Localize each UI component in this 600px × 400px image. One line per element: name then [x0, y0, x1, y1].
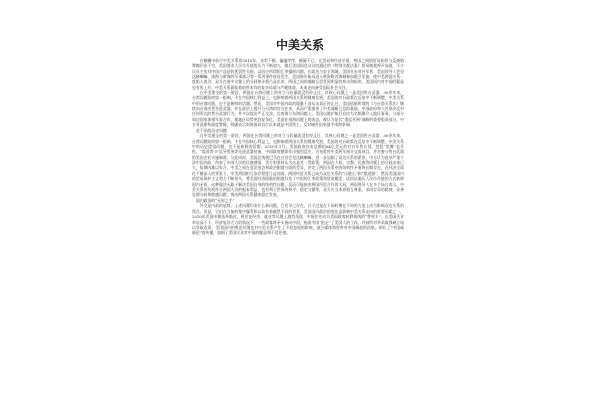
section-heading: 国内政治的“无形之手” [196, 198, 235, 204]
body-paragraph: 在糊糊中前行中美关系的2010年，非常不顺，磕磕绊绊，颠簸不已。在贸易和经济层面，两国之间的贸易纠纷与反倾销摩擦层出不穷，美国要求人民币升值的压力不断加大。随后美国国会众议院通过的《特别关税法案》贸易制裁呼声高涨，不少议员主张对中国产品征收惩罚性关税，以回应所谓的汇率操纵问题。在政治与安全领域，美国宣布对台军售、美国领导人会见达赖喇嘛、南海与黄海的军事演习等一系列事件接连发生，美国海军航母进入黄海附近海域参加联合军演，使中美两国关系一度陷入低谷，双方在诸多议题上的分歧和矛盾凸显出来，两国之间的战略互信受到明显的冲击和损害，美国国内对中国的疑虑也有所上升，中美关系面临着前所未有的复杂局面与严峻挑战，未来走向备受国际社会关注。 [192, 58, 404, 90]
document-body [192, 58, 404, 236]
body-paragraph: 外交是内政的延续，上述问题均非什么新问题，它们早已存在，只不过是在不同时期在不同的力度上成为影响双边关系的焦点。但是，它们在当前的集中爆发和以前有着截然不同的背景，美国国内政治的变化是影响中美关系走向的重要因素之一，2010年美国中期选举临近，两党在经济、就业等议题上激烈角逐，中国往往成为美国政客转移视线的“替罪羊”，在美国失业率居高不下、经济复苏乏力的情况下，一些政客将矛头指向中国，指责中国“抢走”了美国人的工作，并鼓吹对华采取强硬立场以争取选票，美国国内的舆论环境也对中美关系产生了不容忽视的影响，部分媒体和智库对中国崛起的渲染，助长了“中国威胁论”的传播，加剧了美国民众对中国的疑虑和不信任感。 [192, 203, 404, 236]
section-heading: 走不出的历史问题 [196, 128, 227, 134]
document-title: 中美关系 [275, 38, 324, 52]
body-paragraph: 在中美建交的第一阶段，两国在台湾问题上的对立与较量就没有停止过，其核心问题之一是美国售台武器，30余年来，台湾问题始终如一根刺，卡在中国核心利益上，也影响着两国关系的健康发展，美国的对台政策在反复中不断调整，中美关系中的台湾问题，也不是新鲜的话题，然而，美国对中国内政的粗暴干涉从未真正停止过，美国依据所谓的《与台湾关系法》继续向台湾出售先进武器，并在政治上提升与台湾的官方往来，从而严重损害了中美战略互信的基础，中国政府和人民坚决反对任何形式的售台武器行为，并多次提出严正交涉，在南海与东海问题上，美国以维护航行自由为名频繁介入地区事务，与部分周边国家加强军事合作，使地区局势更趋复杂化，美国在南海问题上的表态，被认为是其“重返亚洲”战略的重要组成部分，中方对此保持高度警惕，明确表示南海诸岛自古以来就是中国领土，反对域外国家插手南海争端。 [192, 90, 404, 128]
body-paragraph: 自中美建交的第一阶段，两国在台湾问题上的对立与较量就没有停止过，其核心问题之一是美国售台武器，30余年来，台湾问题始终如一根刺，卡在中国核心利益上，也影响着两国关系的健康发展，美国的对台政策在反复中不断调整，中美关系中的历史遗留问题，也不是新鲜的话题，2010年1月，美国政府宣布总额约64亿美元的对台军售计划，包括“黑鹰”直升机、“爱国者-3”反导系统等先进武器装备，中国政府随即作出强烈反应，宣布暂停中美两军部分交流项目，并对参与售台武器的美国企业实施制裁，与此同时，美国总统奥巴马在白宫会见达赖喇嘛，进一步加剧了双边关系的紧张，中方认为此举严重干涉中国内政，伤害了中国人民的民族感情，美方则坚持认为这是其一贯政策，两国在人权、宗教、民族等问题上的分歧由来已久，短期内难以弥合，中美之间在意识形态和政治制度方面的差异，决定了两国关系中的结构性矛盾将长期存在，在经济全球化不断深入的背景下，中美两国相互依存程度日益加深，两国经贸关系已成为双边关系的“压舱石”和“推进器”，然而美国国内的贸易保护主义势力不断抬头，将美国经济面临的困境归咎于中国的汇率政策和贸易顺差，试图以施压人民币升值的方式转移国内矛盾，这种做法无助于解决美国自身的结构性问题，反而可能损害两国经贸合作的大局，两国领导人在多个场合表示，中美关系的发展符合两国人民的根本利益，也有利于世界的和平、稳定与繁荣，双方应当本着相互尊重、求同存异的精神，妥善处理分歧和敏感问题，推动两国关系健康稳定发展。 [192, 133, 404, 198]
